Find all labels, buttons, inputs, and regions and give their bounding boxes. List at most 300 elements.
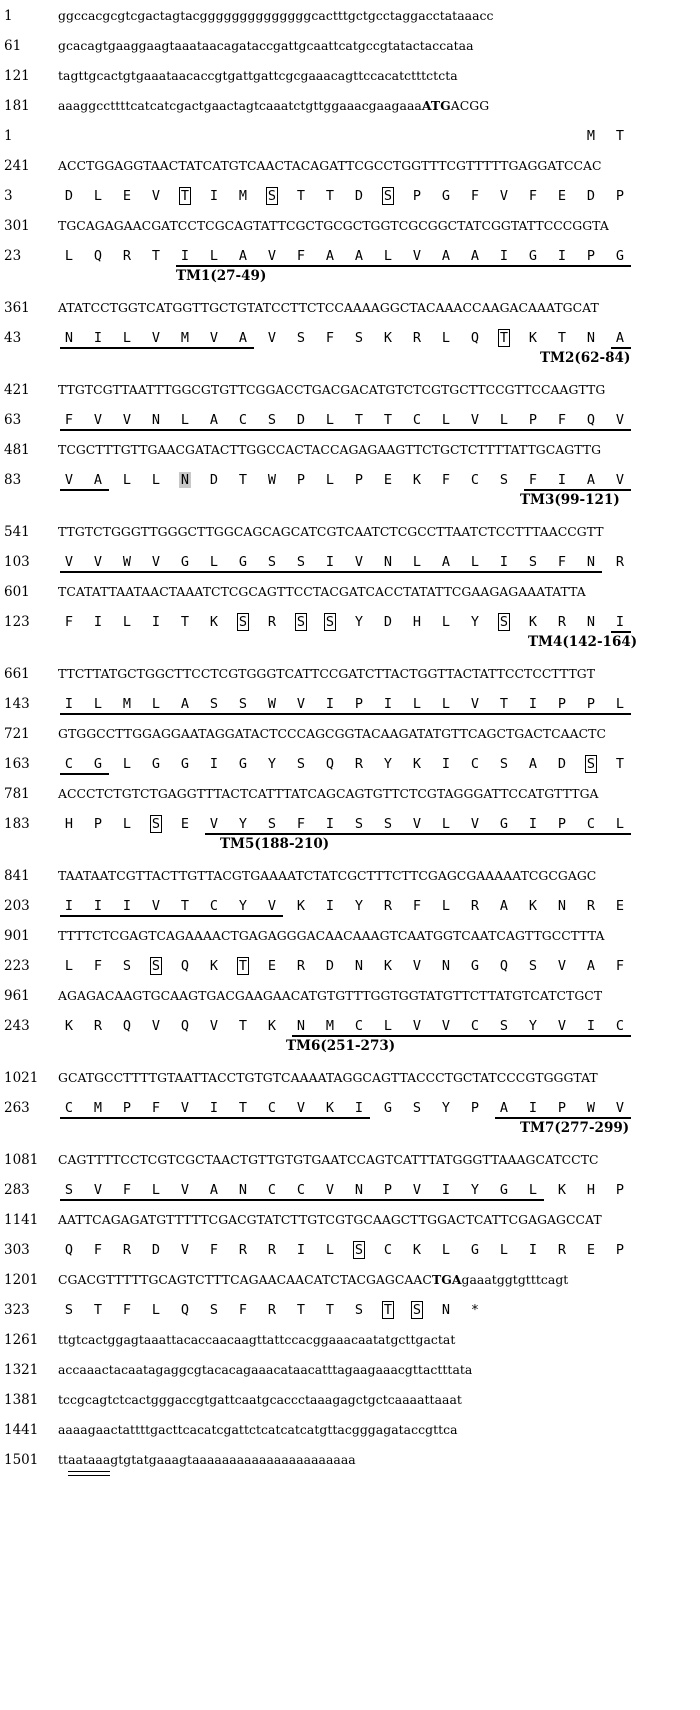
transmembrane-label: TM5(188-210) [220,836,330,852]
nucleotide-position: 421 [4,382,30,398]
amino-acid: Q [122,1018,132,1034]
amino-acid: Y [470,1182,480,1198]
amino-acid: I [151,614,161,630]
amino-acid: M [325,1018,335,1034]
amino-acid-position: 83 [4,472,22,488]
nucleotide-sequence: tagttgcactgtgaaataacaccgtgattgattcgcgaaacagttccacatctttctcta [58,68,458,83]
nucleotide-row [0,1358,700,1382]
amino-acid: R [122,1242,132,1258]
amino-acid: P [615,1242,625,1258]
amino-acid: F [557,412,567,428]
amino-acid: I [209,188,219,204]
amino-acid: I [441,756,451,772]
amino-acid: S [528,554,538,570]
amino-acid: G [470,1242,480,1258]
amino-acid: P [122,1100,132,1116]
amino-acid: I [586,1018,596,1034]
amino-acid: A [325,248,335,264]
amino-acid: T [238,1018,248,1034]
amino-acid: Q [586,412,596,428]
amino-acid: P [383,1182,393,1198]
amino-acid: T [325,1302,335,1318]
amino-acid: I [64,696,74,712]
amino-acid: E [122,188,132,204]
amino-acid: F [209,1242,219,1258]
amino-acid: F [296,248,306,264]
amino-acid: N [441,1302,451,1318]
amino-acid: S [267,816,277,832]
amino-acid: K [383,330,393,346]
amino-acid: Q [180,1302,190,1318]
amino-acid: L [441,898,451,914]
amino-acid: D [296,412,306,428]
amino-acid: K [412,756,422,772]
amino-acid: E [557,188,567,204]
amino-acid: S [499,614,509,630]
nucleotide-sequence: ACCTGGAGGTAACTATCATGTCAACTACAGATTCGCCTGGTTTCGTTTTTGAGGATCCAC [58,158,602,173]
amino-acid: V [412,816,422,832]
amino-acid: Y [383,756,393,772]
amino-acid: V [267,330,277,346]
amino-acid: K [528,330,538,346]
amino-acid: L [151,472,161,488]
amino-acid: L [209,248,219,264]
amino-acid: I [557,472,567,488]
amino-acid: R [557,614,567,630]
nucleotide-sequence: TTGTCGTTAATTTGGCGTGTTCGGACCTGACGACATGTCTCGTGCTTCCGTTCCAAGTTG [58,382,606,397]
nucleotide-sequence: GCATGCCTTTTGTAATTACCTGTGTCAAAATAGGCAGTTACCCTGCTATCCCGTGGGTAT [58,1070,598,1085]
amino-acid: L [441,816,451,832]
nucleotide-position: 841 [4,868,30,884]
amino-acid: D [354,188,364,204]
amino-acid-position: 143 [4,696,30,712]
amino-acid: V [354,554,364,570]
amino-acid-position: 163 [4,756,30,772]
amino-acid: E [615,898,625,914]
nucleotide-position: 1441 [4,1422,39,1438]
amino-acid: I [383,696,393,712]
amino-acid: Y [354,614,364,630]
amino-acid: A [499,1100,509,1116]
nucleotide-sequence: tccgcagtctcactgggaccgtgattcaatgcaccctaaagagctgctcaaaattaaat [58,1392,462,1407]
amino-acid: D [64,188,74,204]
amino-acid: V [180,1182,190,1198]
transmembrane-underline [60,489,109,491]
amino-acid: V [180,1100,190,1116]
amino-acid: I [325,696,335,712]
amino-acid: S [412,1100,422,1116]
amino-acid: L [441,412,451,428]
amino-acid: P [557,696,567,712]
amino-acid: S [64,1182,74,1198]
amino-acid: A [209,412,219,428]
amino-acid: L [93,188,103,204]
amino-acid-position: 263 [4,1100,30,1116]
nucleotide-position: 1141 [4,1212,39,1228]
amino-acid: F [441,472,451,488]
amino-acid: F [238,1302,248,1318]
amino-acid: T [325,188,335,204]
transmembrane-underline [60,915,283,917]
amino-acid: T [354,412,364,428]
amino-acid: L [412,696,422,712]
amino-acid: Y [470,614,480,630]
nucleotide-sequence: AGAGACAAGTGCAAGTGACGAAGAACATGTGTTTGGTGGTATGTTCTTATGTCATCTGCT [58,988,603,1003]
amino-acid: A [180,696,190,712]
amino-acid: M [93,1100,103,1116]
nucleotide-row [0,34,700,58]
amino-acid: A [499,898,509,914]
amino-acid: V [64,554,74,570]
amino-acid: L [383,1018,393,1034]
nucleotide-position: 361 [4,300,30,316]
amino-acid: S [238,696,248,712]
amino-acid: C [383,1242,393,1258]
amino-acid: V [615,472,625,488]
amino-acid: S [354,330,364,346]
amino-acid: T [238,958,248,974]
amino-acid: H [586,1182,596,1198]
amino-acid: T [499,696,509,712]
amino-acid-position: 63 [4,412,22,428]
nucleotide-position: 661 [4,666,30,682]
amino-acid: T [180,898,190,914]
amino-acid: L [122,330,132,346]
amino-acid: L [151,1302,161,1318]
amino-acid: E [267,958,277,974]
nucleotide-sequence: aaaagaactattttgacttcacatcgattctcatcatcatgttacgggagataccgttca [58,1422,458,1437]
amino-acid: V [151,188,161,204]
nucleotide-position: 1081 [4,1152,39,1168]
nucleotide-sequence: TAATAATCGTTACTTGTTACGTGAAAATCTATCGCTTTCTTCGAGCGAAAAATCGCGAGC [58,868,597,883]
nucleotide-sequence: CGACGTTTTTGCAGTCTTTCAGAACAACATCTACGAGCAACTGAgaaatggtgtttcagt [58,1272,569,1287]
transmembrane-label: TM1(27-49) [176,268,267,284]
amino-acid: Q [64,1242,74,1258]
transmembrane-label: TM2(62-84) [540,350,631,366]
amino-acid: V [267,898,277,914]
amino-acid: R [122,248,132,264]
amino-acid: L [412,554,422,570]
amino-acid: K [383,958,393,974]
amino-acid: N [296,1018,306,1034]
amino-acid: T [296,1302,306,1318]
amino-acid: V [412,1182,422,1198]
amino-acid: F [528,188,538,204]
amino-acid: L [470,554,480,570]
amino-acid: S [64,1302,74,1318]
amino-acid: K [528,898,538,914]
nucleotide-position: 781 [4,786,30,802]
amino-acid: N [354,1182,364,1198]
amino-acid: V [412,1018,422,1034]
amino-acid-position: 103 [4,554,30,570]
amino-acid: P [93,816,103,832]
nucleotide-row [0,378,700,402]
amino-acid: F [325,330,335,346]
amino-acid: F [122,1302,132,1318]
amino-acid: F [412,898,422,914]
amino-acid: N [180,472,190,488]
nucleotide-sequence: TCGCTTTGTTGAACGATACTTGGCCACTACCAGAGAAGTTCTGCTCTTTTATTGCAGTTG [58,442,602,457]
amino-acid: T [296,188,306,204]
nucleotide-position: 61 [4,38,22,54]
amino-acid: L [325,412,335,428]
amino-acid: V [412,958,422,974]
amino-acid: V [615,412,625,428]
amino-acid-row [0,184,700,208]
nucleotide-row [0,94,700,118]
amino-acid: A [238,248,248,264]
nucleotide-row [0,520,700,544]
amino-acid: M [122,696,132,712]
amino-acid: Q [93,248,103,264]
nucleotide-sequence: ttgtcactggagtaaattacaccaacaagttattccacggaaacaatatgcttgactat [58,1332,456,1347]
amino-acid: G [238,756,248,772]
amino-acid: I [296,1242,306,1258]
amino-acid: R [586,898,596,914]
amino-acid: R [296,958,306,974]
nucleotide-row [0,662,700,686]
amino-acid: S [238,614,248,630]
amino-acid: L [441,330,451,346]
amino-acid: D [383,614,393,630]
amino-acid: I [528,1242,538,1258]
amino-acid: C [267,1182,277,1198]
amino-acid: L [122,472,132,488]
transmembrane-underline [60,713,631,715]
amino-acid: S [267,412,277,428]
amino-acid: M [180,330,190,346]
amino-acid: M [586,128,596,144]
amino-acid: F [93,1242,103,1258]
transmembrane-underline [60,429,631,431]
nucleotide-sequence: TTTTCTCGAGTCAGAAAACTGAGAGGGACAACAAAGTCAATGGTCAATCAGTTGCCTTTA [58,928,605,943]
transmembrane-underline [60,347,254,349]
amino-acid: K [325,1100,335,1116]
amino-acid: G [93,756,103,772]
amino-acid: Y [354,898,364,914]
nucleotide-row [0,984,700,1008]
amino-acid: C [470,472,480,488]
amino-acid: N [586,330,596,346]
amino-acid: * [470,1302,480,1318]
amino-acid: C [586,816,596,832]
amino-acid: P [528,412,538,428]
amino-acid: N [238,1182,248,1198]
amino-acid: I [209,756,219,772]
nucleotide-sequence: ttaataaa gtgtatgaaagtaaaaaaaaaaaaaaaaaaaaaa [58,1448,356,1472]
nucleotide-row [0,864,700,888]
amino-acid: A [586,958,596,974]
transmembrane-underline [60,571,602,573]
amino-acid: T [238,472,248,488]
amino-acid: L [209,554,219,570]
nucleotide-sequence: gcacagtgaaggaagtaaataacagataccgattgcaattcatgccgtatactaccataa [58,38,474,53]
nucleotide-row [0,1268,700,1292]
nucleotide-position: 1321 [4,1362,39,1378]
amino-acid: S [354,1242,364,1258]
nucleotide-row [0,1418,700,1442]
amino-acid: T [238,1100,248,1116]
amino-acid: L [325,1242,335,1258]
amino-acid: T [615,128,625,144]
amino-acid: S [122,958,132,974]
amino-acid: T [383,1302,393,1318]
amino-acid: F [151,1100,161,1116]
amino-acid: T [557,330,567,346]
amino-acid: I [528,1100,538,1116]
amino-acid: G [383,1100,393,1116]
amino-acid: Y [528,1018,538,1034]
nucleotide-position: 1381 [4,1392,39,1408]
amino-acid: I [325,816,335,832]
nucleotide-sequence: aaaggccttttcatcatcgactgaactagtcaaatctgttggaaacgaagaaaATGACGG [58,98,490,113]
amino-acid: V [151,554,161,570]
amino-acid: K [528,614,538,630]
amino-acid: V [209,330,219,346]
amino-acid: I [93,614,103,630]
amino-acid: A [441,554,451,570]
amino-acid: N [557,898,567,914]
amino-acid-position: 283 [4,1182,30,1198]
amino-acid: L [64,958,74,974]
amino-acid: C [354,1018,364,1034]
amino-acid: D [209,472,219,488]
amino-acid: L [122,614,132,630]
amino-acid: F [296,816,306,832]
transmembrane-underline [60,1117,370,1119]
nucleotide-sequence: GTGGCCTTGGAGGAATAGGATACTCCCAGCGGTACAAGATATGTTCAGCTGACTCAACTC [58,726,607,741]
amino-acid: A [586,472,596,488]
amino-acid: C [615,1018,625,1034]
amino-acid: W [586,1100,596,1116]
amino-acid: P [354,472,364,488]
amino-acid-position: 223 [4,958,30,974]
amino-acid: P [557,1100,567,1116]
amino-acid: P [470,1100,480,1116]
nucleotide-row [0,1388,700,1412]
amino-acid: S [383,816,393,832]
amino-acid: T [615,756,625,772]
amino-acid: R [267,614,277,630]
nucleotide-sequence: TTCTTATGCTGGCTTCCTCGTGGGTCATTCCGATCTTACTGGTTACTATTCCTCCTTTGT [58,666,596,681]
amino-acid: G [151,756,161,772]
amino-acid: R [354,756,364,772]
amino-acid: A [238,330,248,346]
amino-acid: A [93,472,103,488]
nucleotide-position: 481 [4,442,30,458]
amino-acid: R [412,330,422,346]
amino-acid: M [238,188,248,204]
amino-acid: L [122,756,132,772]
amino-acid: S [354,816,364,832]
amino-acid: Q [499,958,509,974]
codon-bold: TGA [431,1272,462,1287]
nucleotide-position: 541 [4,524,30,540]
nucleotide-sequence: ggccacgcgtcgactagtacggggggggggggggcactttgctgcctaggacctataaacc [58,8,494,23]
nucleotide-position: 1201 [4,1272,39,1288]
amino-acid: L [93,696,103,712]
nucleotide-row [0,214,700,238]
amino-acid: V [93,554,103,570]
transmembrane-label: TM3(99-121) [520,492,620,508]
amino-acid-position: 183 [4,816,30,832]
amino-acid-position: 1 [4,128,13,144]
amino-acid: A [209,1182,219,1198]
amino-acid: I [180,248,190,264]
amino-acid: V [267,248,277,264]
amino-acid: G [499,816,509,832]
amino-acid: T [151,248,161,264]
amino-acid: K [209,958,219,974]
amino-acid: S [209,696,219,712]
amino-acid: R [238,1242,248,1258]
amino-acid: L [180,412,190,428]
amino-acid: S [528,958,538,974]
codon-bold: ATG [421,98,451,113]
amino-acid: L [325,472,335,488]
nucleotide-sequence: ACCCTCTGTCTGAGGTTTACTCATTTATCAGCAGTGTTCTCGTAGGGATTCCATGTTTGA [58,786,599,801]
amino-acid: D [557,756,567,772]
amino-acid: V [209,816,219,832]
amino-acid: K [267,1018,277,1034]
amino-acid-position: 323 [4,1302,30,1318]
amino-acid: C [470,1018,480,1034]
nucleotide-position: 1501 [4,1452,39,1468]
nucleotide-row [0,4,700,28]
amino-acid-row [0,1298,700,1322]
amino-acid: Y [267,756,277,772]
nucleotide-row [0,296,700,320]
amino-acid: N [151,412,161,428]
amino-acid-position: 303 [4,1242,30,1258]
amino-acid: I [325,554,335,570]
nucleotide-sequence: TGCAGAGAACGATCCTCGCAGTATTCGCTGCGCTGGTCGCGGCTATCGGTATTCCCGGTA [58,218,609,233]
amino-acid: E [383,472,393,488]
amino-acid: V [557,958,567,974]
amino-acid: S [499,1018,509,1034]
amino-acid: N [441,958,451,974]
transmembrane-underline [60,773,109,775]
amino-acid: V [151,1018,161,1034]
amino-acid: S [412,1302,422,1318]
amino-acid: H [412,614,422,630]
nucleotide-row [0,154,700,178]
amino-acid: P [412,188,422,204]
amino-acid: F [557,554,567,570]
amino-acid: I [209,1100,219,1116]
transmembrane-label: TM6(251-273) [286,1038,396,1054]
amino-acid: C [412,412,422,428]
amino-acid: A [354,248,364,264]
amino-acid: I [354,1100,364,1116]
nucleotide-row [0,1208,700,1232]
amino-acid: C [64,756,74,772]
amino-acid: C [296,1182,306,1198]
amino-acid: N [586,554,596,570]
amino-acid: K [412,472,422,488]
amino-acid: E [586,1242,596,1258]
amino-acid: P [615,1182,625,1198]
amino-acid: S [383,188,393,204]
amino-acid: C [238,412,248,428]
amino-acid: L [615,696,625,712]
amino-acid: N [586,614,596,630]
amino-acid: S [151,816,161,832]
amino-acid: C [64,1100,74,1116]
amino-acid: T [180,188,190,204]
amino-acid: H [64,816,74,832]
